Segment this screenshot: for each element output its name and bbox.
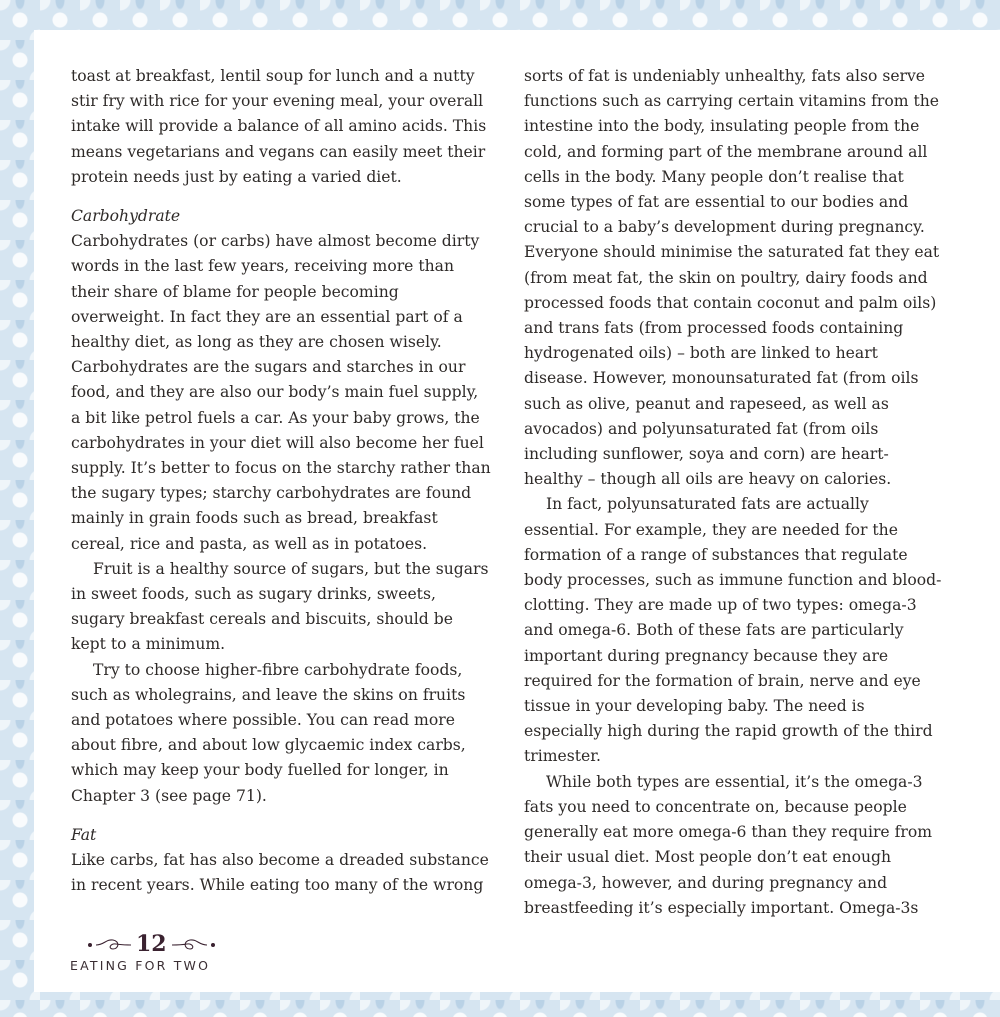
right-column <box>524 64 944 921</box>
paragraph-omega-3: While both types are essential, it’s the omega-3 fats you need to concentrate on, because people generally eat more omega-6 than they require from their usual diet. Most people don’t eat enough omega-3, however, and during pregnancy and breastfeeding it’s especially important. Omega-3s <box>524 772 933 917</box>
page-number: 12 <box>136 931 167 957</box>
book-title: EATING FOR TWO <box>70 958 211 973</box>
paragraph-polyunsaturated: In fact, polyunsaturated fats are actually essential. For example, they are needed for the formation of a range of substances that regulate body processes, such as immune function and blood-clotting. They are made up of two types: omega-3 and omega-6. Both of these fats are particularly important during pregnancy because they are required for the formation of brain, nerve and eye tissue in your developing baby. The need is especially high during the rapid growth of the third trimester. <box>524 495 942 766</box>
right-flourish-icon <box>171 937 217 951</box>
paragraph-fibre: Try to choose higher-fibre carbohydrate foods, such as wholegrains, and leave the skins on fruits and potatoes where possible. You can read more about fibre, and about low glycaemic index carbs, which may keep your body fuelled for longer, in Chapter 3 (see page 71). <box>71 660 466 805</box>
left-flourish-icon <box>86 937 132 951</box>
paragraph-fruit-sugars: Fruit is a healthy source of sugars, but the sugars in sweet foods, such as sugary drinks, sweets, sugary breakfast cereals and biscuits, should be kept to a minimum. <box>71 559 489 654</box>
heading-fat: Fat <box>71 825 97 844</box>
page-footer <box>70 933 217 973</box>
folio <box>86 933 217 955</box>
paragraph-fat-intro: Like carbs, fat has also become a dreaded substance in recent years. While eating too many of the wrong <box>71 851 489 895</box>
paragraph-carbs-intro: Carbohydrates (or carbs) have almost become dirty words in the last few years, receiving more than their share of blame for people becoming overweight. In fact they are an essential part of a healthy diet, as long as they are chosen wisely. Carbohydrates are the sugars and starches in our food, and they are also our body’s main fuel supply, a bit like petrol fuels a car. As your baby grows, the carbohydrates in your diet will also become her fuel supply. It’s better to focus on the starchy rather than the sugary types; starchy carbohydrates are found mainly in grain foods such as bread, breakfast cereal, rice and pasta, as well as in potatoes. <box>71 232 491 553</box>
heading-carbohydrate: Carbohydrate <box>71 207 181 226</box>
paragraph-fat-functions: sorts of fat is undeniably unhealthy, fats also serve functions such as carrying certain vitamins from the intestine into the body, insulating people from the cold, and forming part of the membrane around all cells in the body. Many people don’t realise that some types of fat are essential to our bodies and crucial to a baby’s development during pregnancy. Everyone should minimise the saturated fat they eat (from meat fat, the skin on poultry, dairy foods and processed foods that contain coconut and palm oils) and trans fats (from processed foods containing hydrogenated oils) – both are linked to heart disease. However, monounsaturated fat (from oils such as olive, peanut and rapeseed, as well as avocados) and polyunsaturated fat (from oils including sunflower, soya and corn) are heart-healthy – though all oils are heavy on calories. <box>524 67 940 489</box>
left-column <box>71 64 491 899</box>
paragraph-amino-acids: toast at breakfast, lentil soup for lunch and a nutty stir fry with rice for your evening meal, your overall intake will provide a balance of all amino acids. This means vegetarians and vegans can easily meet their protein needs just by eating a varied diet. <box>71 67 487 186</box>
page-sheet <box>34 30 1000 992</box>
